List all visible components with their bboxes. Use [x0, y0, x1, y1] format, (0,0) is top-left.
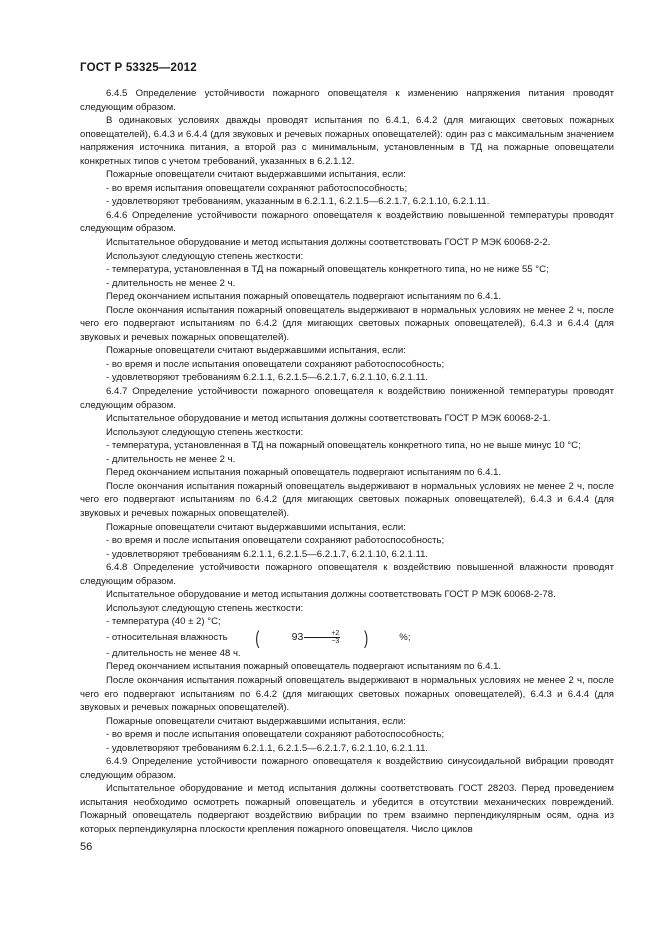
- paragraph: Испытательное оборудование и метод испытания должны соответствовать ГОСТ Р МЭК 60068-2-78.: [106, 589, 556, 601]
- paragraph: 6.4.5 Определение устойчивости пожарного оповещателя к изменению напряжения питания проводят следующим образом.: [80, 88, 614, 113]
- list-item: - длительность не менее 2 ч.: [106, 277, 236, 289]
- list-item: - во время испытания оповещатели сохраняют работоспособность;: [106, 182, 408, 194]
- section-heading: 6.4.6 Определение устойчивости пожарного оповещателя к воздействию повышенной температуры проводят следующим образом.: [80, 209, 614, 235]
- list-item: - удовлетворяют требованиям 6.2.1.1, 6.2.1.5—6.2.1.7, 6.2.1.10, 6.2.1.11.: [106, 372, 429, 384]
- paragraph: Перед окончанием испытания пожарный оповещатель подвергают испытаниям по 6.4.1.: [106, 661, 502, 673]
- humidity-plus-tolerance: +2: [304, 630, 340, 639]
- paragraph: Используют следующую степень жесткости:: [106, 426, 304, 438]
- close-paren-glyph: ): [364, 627, 369, 648]
- paragraph: Испытательное оборудование и метод испытания должны соответствовать ГОСТ Р МЭК 60068-2-1.: [106, 413, 551, 425]
- paragraph: Пожарные оповещатели считают выдержавшими испытания, если:: [106, 169, 406, 181]
- humidity-unit: %;: [399, 632, 411, 644]
- humidity-minus-tolerance: −3: [331, 638, 340, 646]
- list-item: - удовлетворяют требованиям, указанным в 6.2.1.1, 6.2.1.5—6.2.1.7, 6.2.1.10, 6.2.1.11.: [106, 196, 490, 208]
- document-header: ГОСТ Р 53325—2012: [80, 62, 197, 74]
- paragraph: Пожарные оповещатели считают выдержавшими испытания, если:: [106, 521, 406, 533]
- open-paren-glyph: (: [251, 627, 260, 648]
- section-heading: 6.4.8 Определение устойчивости пожарного оповещателя к воздействию повышенной влажности проводят следующим образом.: [80, 562, 614, 587]
- paragraph: Перед окончанием испытания пожарный оповещатель подвергают испытаниям по 6.4.1.: [106, 467, 502, 479]
- list-item: - удовлетворяют требованиям 6.2.1.1, 6.2.1.5—6.2.1.7, 6.2.1.10, 6.2.1.11.: [106, 548, 429, 560]
- paragraph: После окончания испытания пожарный оповещатель выдерживают в нормальных условиях не менее 2 ч, после чего его подвергают испытаниям по 6.4.2 (для мигающих световых пожарных оповещателей), 6.4.3 и 6.4.4 (для звуковых и речевых пожарных оповещателей).: [80, 304, 614, 343]
- paragraph: После окончания испытания пожарный оповещатель выдерживают в нормальных условиях не менее 2 ч, после чего его подвергают испытаниям по 6.4.2 (для мигающих световых пожарных оповещателей), 6.4.3 и 6.4.4 (для звуковых и речевых пожарных оповещателей).: [80, 674, 614, 714]
- list-item: - удовлетворяют требованиям 6.2.1.1, 6.2.1.5—6.2.1.7, 6.2.1.10, 6.2.1.11.: [106, 742, 429, 754]
- list-item: - во время и после испытания оповещатели сохраняют работоспособность;: [106, 535, 445, 547]
- section-heading: 6.4.9 Определение устойчивости пожарного оповещателя к воздействию синусоидальной вибрации проводят следующим образом.: [80, 756, 614, 781]
- list-item: - во время и после испытания оповещатели сохраняют работоспособность;: [106, 358, 445, 370]
- paragraph: Перед окончанием испытания пожарный оповещатель подвергают испытаниям по 6.4.1.: [106, 291, 502, 303]
- paragraph: Испытательное оборудование и метод испытания должны соответствовать ГОСТ 28203. Перед проведением испытания необходимо осмотреть пожарный оповещатель и убедится в отсутствии механических повреждений. Пожарный оповещатель подвергают воздействию вибрации по трем взаимно перпендикулярным осям, одна из которых перпендикулярна плоскости крепления пожарного оповещателя. Число циклов: [80, 783, 614, 835]
- paragraph: Испытательное оборудование и метод испытания должны соответствовать ГОСТ Р МЭК 60068-2-2.: [106, 237, 551, 249]
- list-item: - длительность не менее 2 ч.: [106, 453, 236, 465]
- humidity-value: [265, 630, 342, 646]
- humidity-base: 93: [291, 631, 304, 644]
- humidity-label: - относительная влажность: [106, 632, 228, 644]
- humidity-list-item: [80, 629, 614, 647]
- page-number: 56: [80, 841, 93, 853]
- humidity-tolerance: [304, 630, 340, 646]
- section-heading: 6.4.7 Определение устойчивости пожарного оповещателя к воздействию пониженной температуры проводят следующим образом.: [80, 386, 614, 411]
- list-item: - длительность не менее 48 ч.: [106, 647, 241, 659]
- list-item: - температура (40 ± 2) °С;: [106, 616, 221, 628]
- document-body: [80, 87, 614, 837]
- list-item: - во время и после испытания оповещатели сохраняют работоспособность;: [106, 729, 445, 741]
- paragraph: Используют следующую степень жесткости:: [106, 250, 304, 262]
- paragraph: После окончания испытания пожарный оповещатель выдерживают в нормальных условиях не менее 2 ч, после чего его подвергают испытаниям по 6.4.2 (для мигающих световых пожарных оповещателей), 6.4.3 и 6.4.4 (для звуковых и речевых пожарных оповещателей).: [80, 480, 614, 519]
- paragraph: Используют следующую степень жесткости:: [106, 602, 304, 614]
- list-item: - температура, установленная в ТД на пожарный оповещатель конкретного типа, но не выше минус 10 °С;: [106, 440, 581, 452]
- list-item: - температура, установленная в ТД на пожарный оповещатель конкретного типа, но не ниже 55 °С;: [106, 264, 549, 276]
- paragraph: Пожарные оповещатели считают выдержавшими испытания, если:: [106, 345, 406, 357]
- paragraph: Пожарные оповещатели считают выдержавшими испытания, если:: [106, 715, 406, 727]
- paragraph: В одинаковых условиях дважды проводят испытания по 6.4.1, 6.4.2 (для мигающих световых пожарных оповещателей), 6.4.3 и 6.4.4 (для звуковых и речевых пожарных оповещателей): один раз с максимальным значением напряжения источника питания, а второй раз с минимальным, установленным в ТД на пожарные оповещатели конкретных типов с учетом требований, указанных в 6.2.1.12.: [80, 115, 614, 167]
